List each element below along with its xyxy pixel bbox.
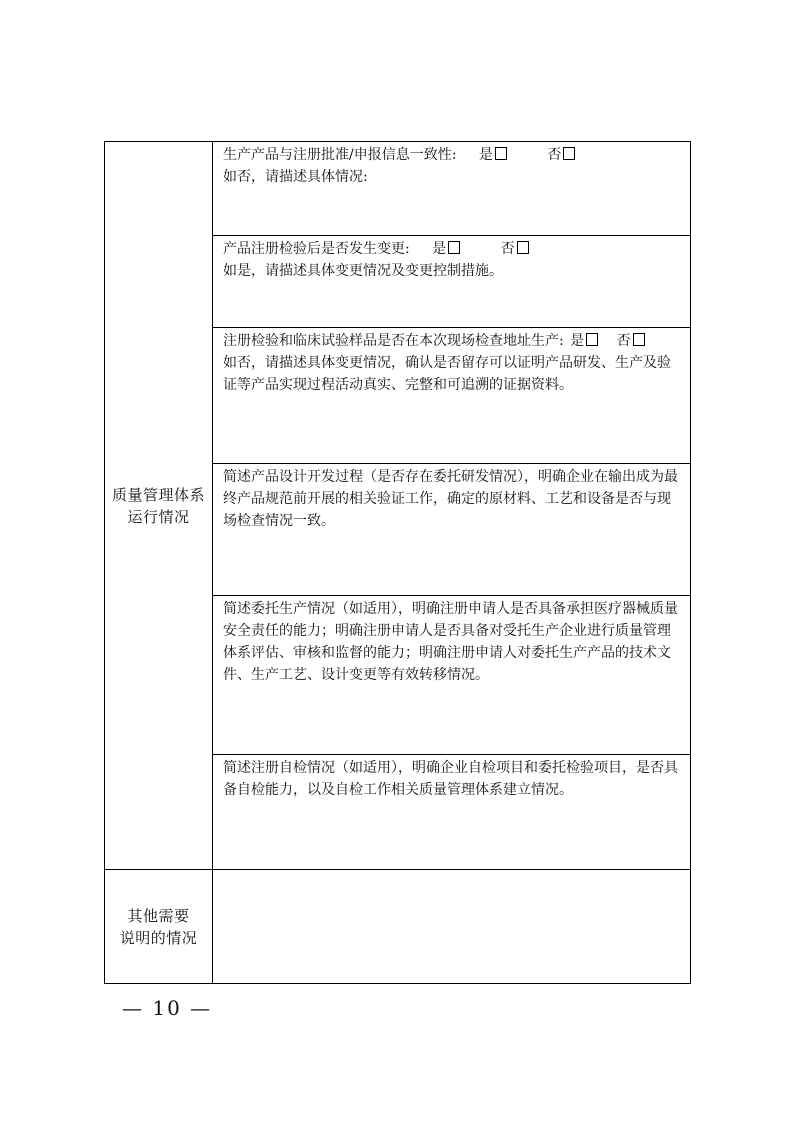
sample-production-site-instruction: 如否，请描述具体变更情况，确认是否留存可以证明产品研发、生产及验证等产品实现过程活动真实、完整和可追溯的证据资料。 [223, 355, 671, 393]
post-registration-change-instruction: 如是，请描述具体变更情况及变更控制措施。 [223, 263, 503, 279]
post-registration-change-no[interactable]: 否 [501, 238, 529, 260]
quality-system-label-line2: 运行情况 [127, 507, 190, 526]
self-inspection-text: 简述注册自检情况（如适用），明确企业自检项目和委托检验项目，是否具备自检能力，以及自检工作相关质量管理体系建立情况。 [223, 760, 678, 798]
page-number: — 10 — [122, 996, 213, 1020]
sample-production-site-no[interactable]: 否 [617, 330, 645, 352]
post-registration-change-question: 产品注册检验后是否发生变更: [223, 241, 410, 257]
other-notes-field[interactable] [213, 870, 691, 984]
sample-production-site-question: 注册检验和临床试验样品是否在本次现场检查地址生产: [223, 333, 564, 349]
row-contract-manufacturing [213, 596, 691, 755]
quality-system-label-cell [105, 142, 213, 870]
checkbox-icon [448, 241, 460, 254]
checkbox-icon [563, 147, 575, 160]
inspection-report-table [104, 141, 691, 984]
product-consistency-no[interactable]: 否 [547, 144, 575, 166]
checkbox-icon [517, 241, 529, 254]
checkbox-icon [495, 147, 507, 160]
post-registration-change-yes[interactable]: 是 [432, 238, 460, 260]
product-consistency-yes[interactable]: 是 [479, 144, 507, 166]
checkbox-icon [633, 333, 645, 346]
other-notes-label-line2: 说明的情况 [119, 928, 198, 947]
product-consistency-question: 生产产品与注册批准/申报信息一致性: [223, 147, 457, 163]
checkbox-icon [586, 333, 598, 346]
row-post-registration-change [213, 236, 691, 328]
row-sample-production-site [213, 328, 691, 464]
quality-system-label-line1: 质量管理体系 [111, 485, 205, 504]
sample-production-site-yes[interactable]: 是 [570, 330, 598, 352]
row-design-development [213, 464, 691, 596]
contract-manufacturing-text: 简述委托生产情况（如适用），明确注册申请人是否具备承担医疗器械质量安全责任的能力；明确注册申请人是否具备对受托生产企业进行质量管理体系评估、审核和监督的能力；明确注册申请人对委托生产产品的技术文件、生产工艺、设计变更等有效转移情况。 [223, 601, 678, 683]
other-notes-label-cell [105, 870, 213, 984]
other-notes-label-line1: 其他需要 [127, 906, 190, 925]
row-self-inspection [213, 755, 691, 870]
design-development-text: 简述产品设计开发过程（是否存在委托研发情况），明确企业在输出成为最终产品规范前开展的相关验证工作，确定的原材料、工艺和设备是否与现场检查情况一致。 [223, 469, 678, 529]
row-product-consistency [213, 142, 691, 236]
product-consistency-instruction: 如否，请描述具体情况: [223, 169, 368, 185]
